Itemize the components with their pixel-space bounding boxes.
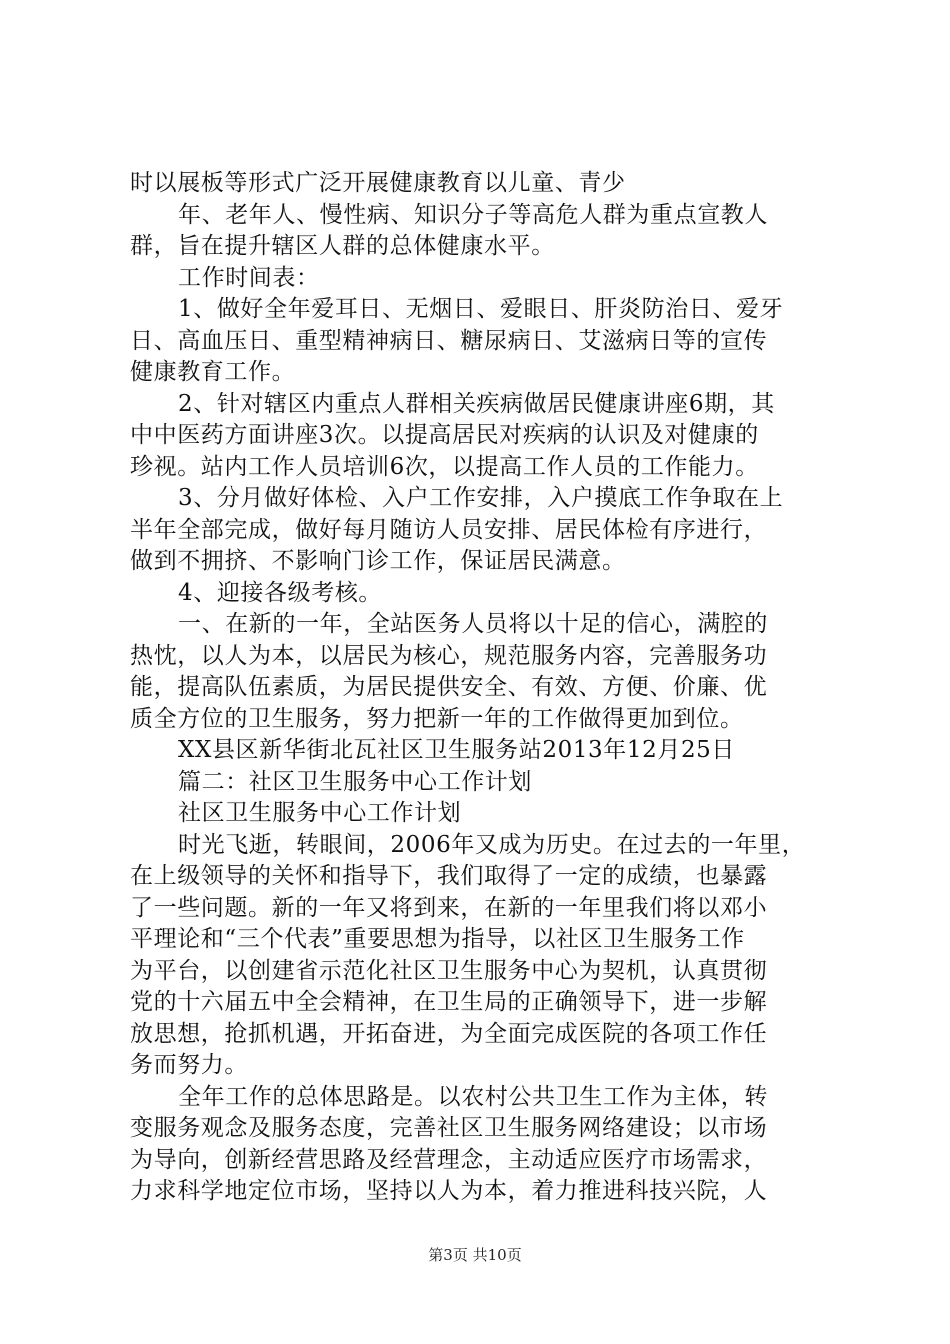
text-line: 在上级领导的关怀和指导下，我们取得了一定的成绩，也暴露 xyxy=(130,863,768,889)
text-line: 为平台，以创建省示范化社区卫生服务中心为契机，认真贯彻 xyxy=(130,957,768,984)
text-line: 年、老年人、慢性病、知识分子等高危人群为重点宣教人 xyxy=(178,201,768,228)
text-line: 变服务观念及服务态度，完善社区卫生服务网络建设；以市场 xyxy=(130,1115,768,1141)
text-line: 1、做好全年爱耳日、无烟日、爱眼日、肝炎防治日、爱牙 xyxy=(178,296,784,322)
text-line: 务而努力。 xyxy=(130,1052,248,1078)
text-line: 3、分月做好体检、入户工作安排，入户摸底工作争取在上 xyxy=(178,485,784,511)
text-line: 做到不拥挤、不影响门诊工作，保证居民满意。 xyxy=(130,548,626,574)
text-line: 质全方位的卫生服务，努力把新一年的工作做得更加到位。 xyxy=(130,705,744,732)
text-line: 健康教育工作。 xyxy=(130,359,296,385)
text-line: 篇二：社区卫生服务中心工作计划 xyxy=(178,768,532,795)
text-line: 了一些问题。新的一年又将到来，在新的一年里我们将以邓小 xyxy=(130,894,768,921)
text-line: 能，提高队伍素质，为居民提供安全、有效、方便、价廉、优 xyxy=(130,674,768,700)
text-line: 平理论和“三个代表”重要思想为指导，以社区卫生服务工作 xyxy=(130,926,745,952)
text-line: 时以展板等形式广泛开展健康教育以儿童、青少 xyxy=(130,170,626,196)
text-line: 群，旨在提升辖区人群的总体健康水平。 xyxy=(130,233,555,259)
text-line: 全年工作的总体思路是。以农村公共卫生工作为主体，转 xyxy=(178,1083,768,1110)
text-line: 2、针对辖区内重点人群相关疾病做居民健康讲座6期，其 xyxy=(178,390,775,417)
text-line: 4、迎接各级考核。 xyxy=(178,579,383,606)
text-line: 一、在新的一年，全站医务人员将以十足的信心，满腔的 xyxy=(178,611,768,637)
text-line: 社区卫生服务中心工作计划 xyxy=(178,800,462,826)
document-body xyxy=(130,168,830,1208)
text-line: 放思想，抢抓机遇，开拓奋进，为全面完成医院的各项工作任 xyxy=(130,1020,768,1047)
text-line: 党的十六届五中全会精神，在卫生局的正确领导下，进一步解 xyxy=(130,989,768,1015)
text-line: 中中医药方面讲座3次。以提高居民对疾病的认识及对健康的 xyxy=(130,422,759,448)
text-line: 热忱，以人为本，以居民为核心，规范服务内容，完善服务功 xyxy=(130,642,768,669)
text-line: 力求科学地定位市场，坚持以人为本，着力推进科技兴院，人 xyxy=(130,1178,768,1204)
text-line: XX县区新华街北瓦社区卫生服务站2013年12月25日 xyxy=(178,737,736,763)
text-line: 半年全部完成，做好每月随访人员安排、居民体检有序进行， xyxy=(130,516,768,543)
text-line: 日、高血压日、重型精神病日、糖尿病日、艾滋病日等的宣传 xyxy=(130,327,768,354)
text-line: 为导向，创新经营思路及经营理念，主动适应医疗市场需求， xyxy=(130,1146,768,1173)
text-line: 珍视。站内工作人员培训6次，以提高工作人员的工作能力。 xyxy=(130,453,759,480)
page-footer: 第3页 共10页 xyxy=(428,1246,522,1264)
text-line: 时光飞逝，转眼间，2006年又成为历史。在过去的一年里， xyxy=(178,831,806,858)
text-line: 工作时间表： xyxy=(178,264,320,291)
